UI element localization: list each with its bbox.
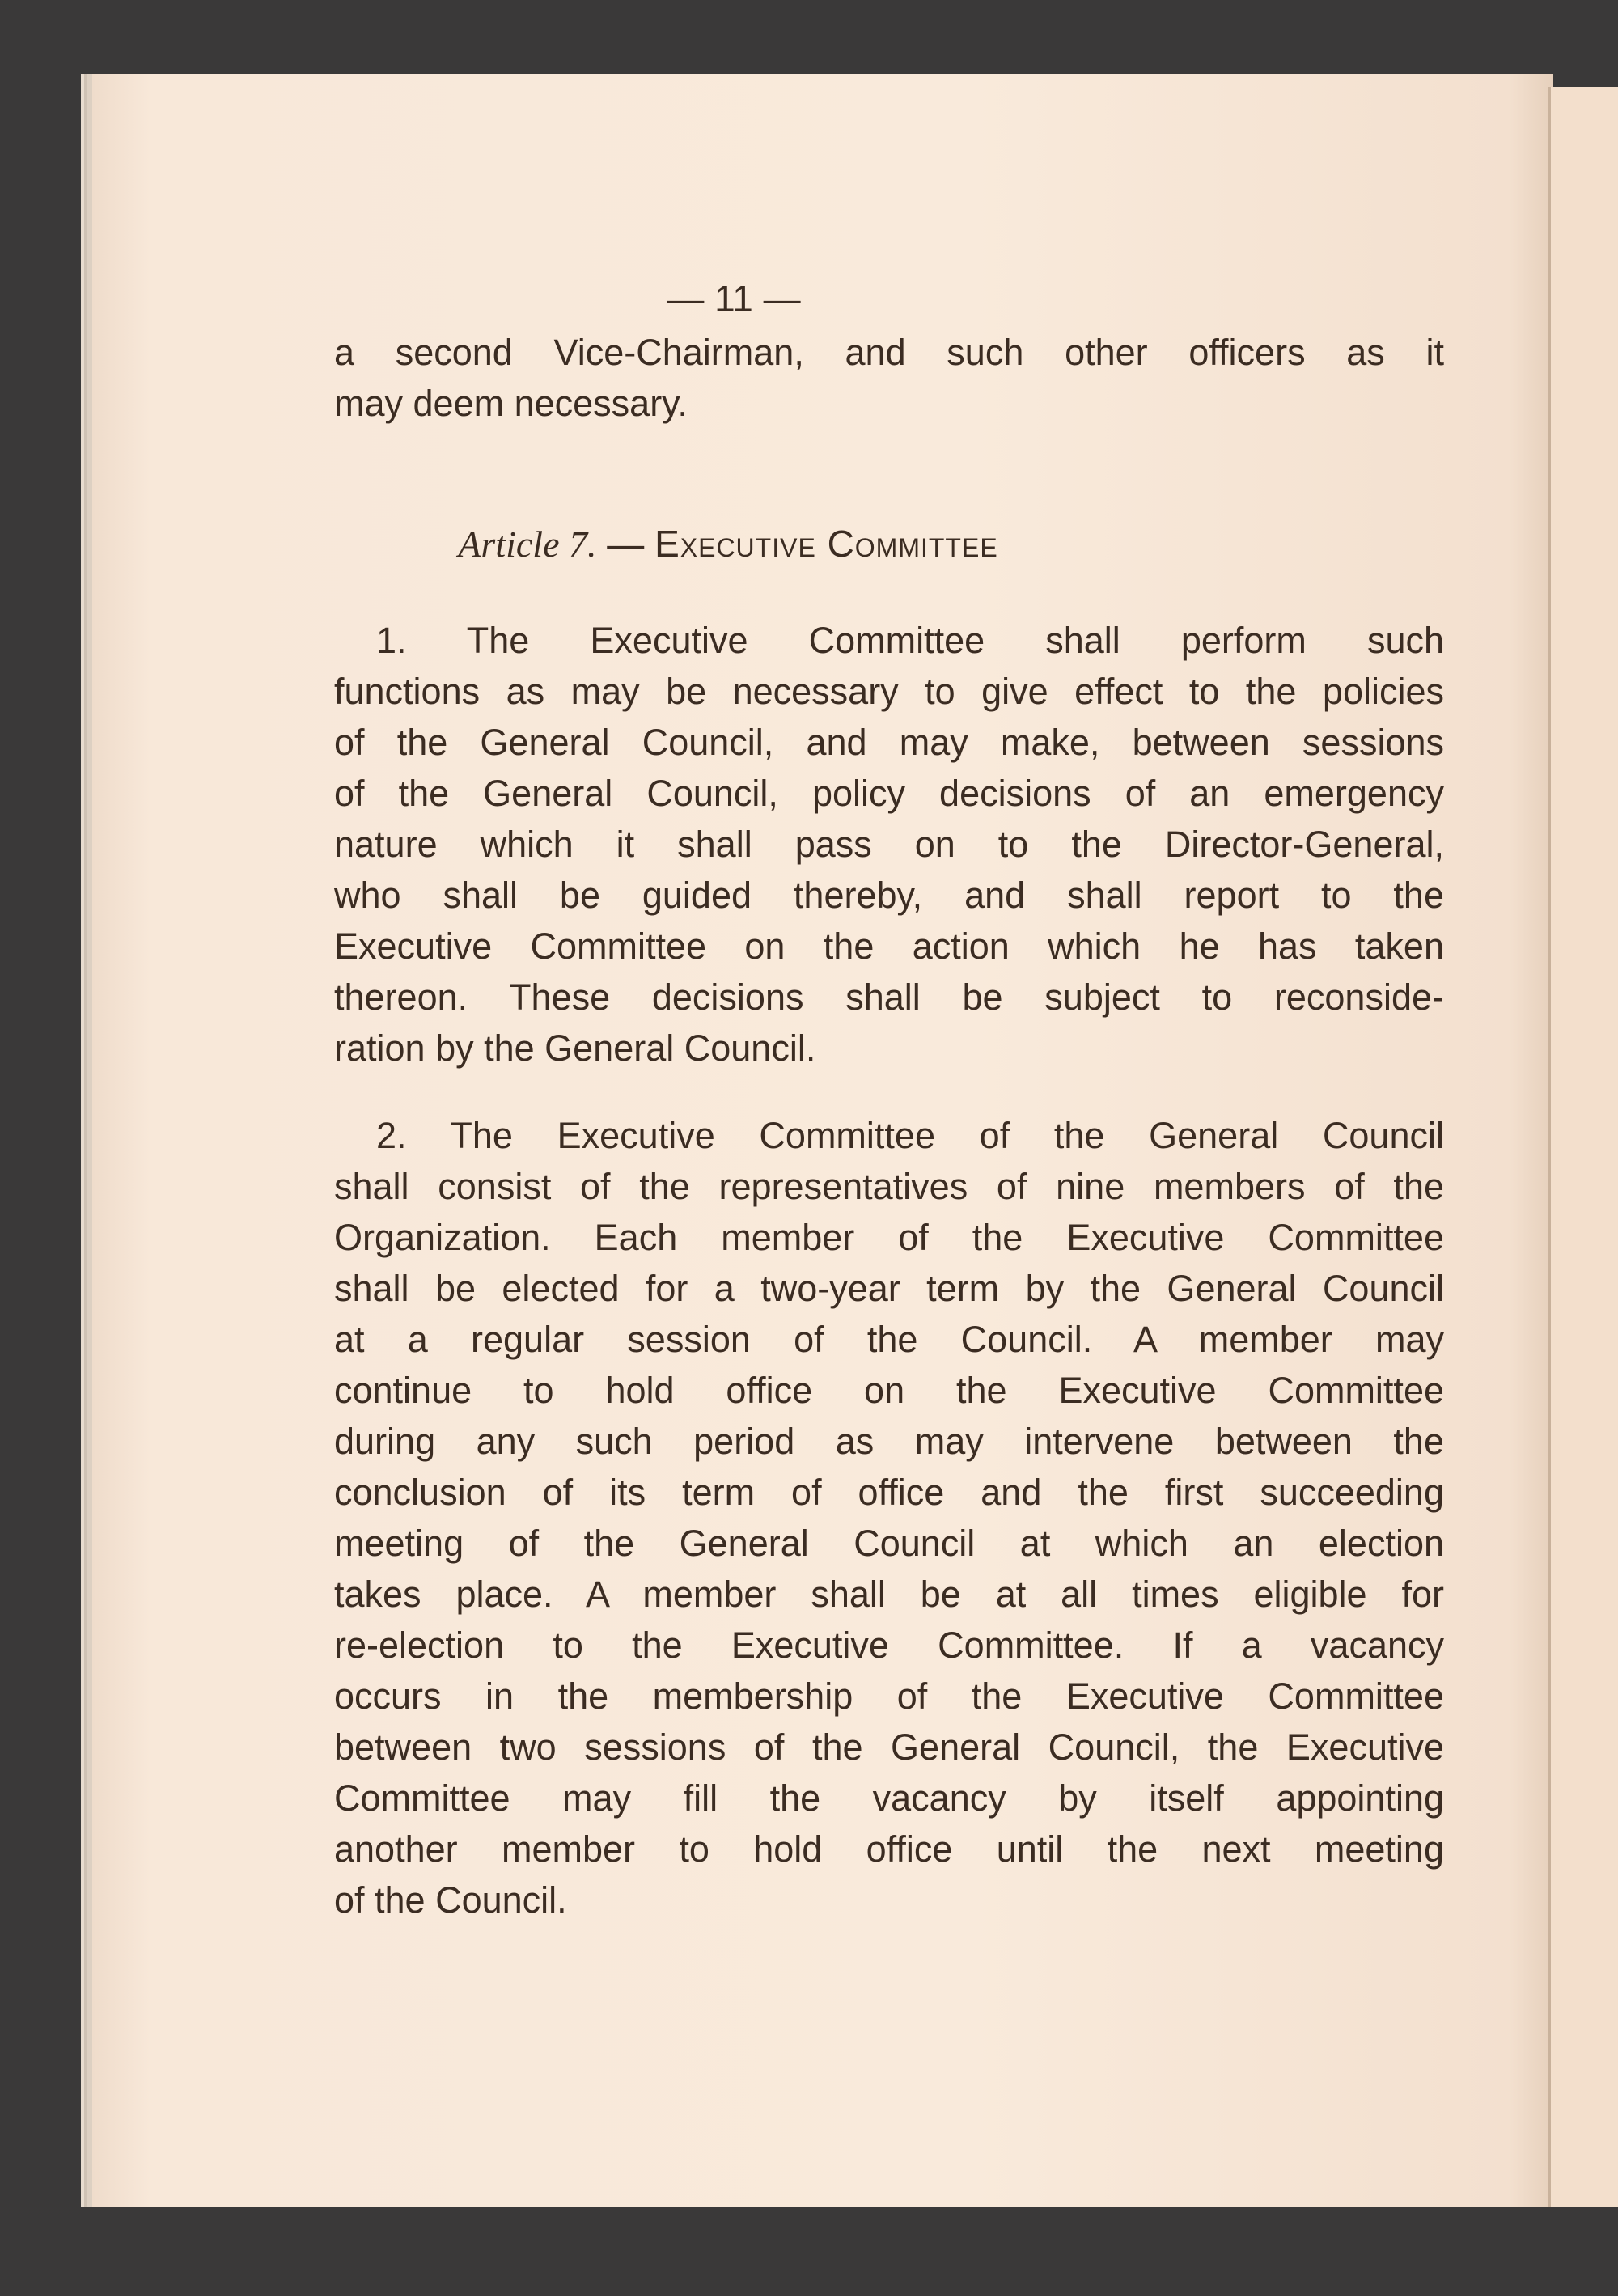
text-line: meeting of the General Council at which an election <box>334 1523 1444 1564</box>
text-line: takes place. A member shall be at all times eligible for <box>334 1574 1444 1615</box>
text-line: 1. The Executive Committee shall perform such <box>376 620 1444 661</box>
text-line: who shall be guided thereby, and shall report to the <box>334 875 1444 916</box>
article-heading <box>0 522 1537 566</box>
text-line: nature which it shall pass on to the Director-General, <box>334 824 1444 865</box>
paragraph-1 <box>334 615 1444 1074</box>
text-line: during any such period as may intervene between the <box>334 1421 1444 1462</box>
text-line: Committee may fill the vacancy by itself appointing <box>334 1777 1444 1819</box>
text-line: 2. The Executive Committee of the General Council <box>376 1115 1444 1156</box>
text-line: re-election to the Executive Committee. If a vacancy <box>334 1625 1444 1666</box>
text-line: thereon. These decisions shall be subject to reconside- <box>334 976 1444 1018</box>
text-line: Organization. Each member of the Executive Committee <box>334 1217 1444 1258</box>
text-line: ration by the General Council. <box>334 1027 816 1069</box>
page-number: — 11 — <box>667 277 801 320</box>
paragraph-2 <box>334 1110 1444 1925</box>
text-line: continue to hold office on the Executive Committee <box>334 1370 1444 1411</box>
article-number: Article 7. <box>458 523 597 565</box>
text-line: of the Council. <box>334 1879 567 1921</box>
text-line: Executive Committee on the action which he has taken <box>334 926 1444 967</box>
text-line: functions as may be necessary to give effect to the policies <box>334 671 1444 712</box>
text-line: of the General Council, policy decisions of an emergency <box>334 773 1444 814</box>
text-line: shall be elected for a two-year term by the General Council <box>334 1268 1444 1309</box>
text-line: occurs in the membership of the Executive Committee <box>334 1675 1444 1717</box>
intro-text <box>334 327 1444 429</box>
text-line: between two sessions of the General Council, the Executive <box>334 1726 1444 1768</box>
heading-dash: — <box>596 523 655 565</box>
article-title: Executive Committee <box>654 523 998 565</box>
adjacent-page-edge <box>1548 87 1618 2207</box>
text-line: a second Vice-Chairman, and such other officers as it <box>334 332 1444 373</box>
text-line: conclusion of its term of office and the first succeeding <box>334 1472 1444 1513</box>
text-line: another member to hold office until the next meeting <box>334 1828 1444 1870</box>
text-line: shall consist of the representatives of nine members of the <box>334 1166 1444 1207</box>
text-line: at a regular session of the Council. A member may <box>334 1319 1444 1360</box>
text-line: of the General Council, and may make, between sessions <box>334 722 1444 763</box>
text-line: may deem necessary. <box>334 383 688 424</box>
